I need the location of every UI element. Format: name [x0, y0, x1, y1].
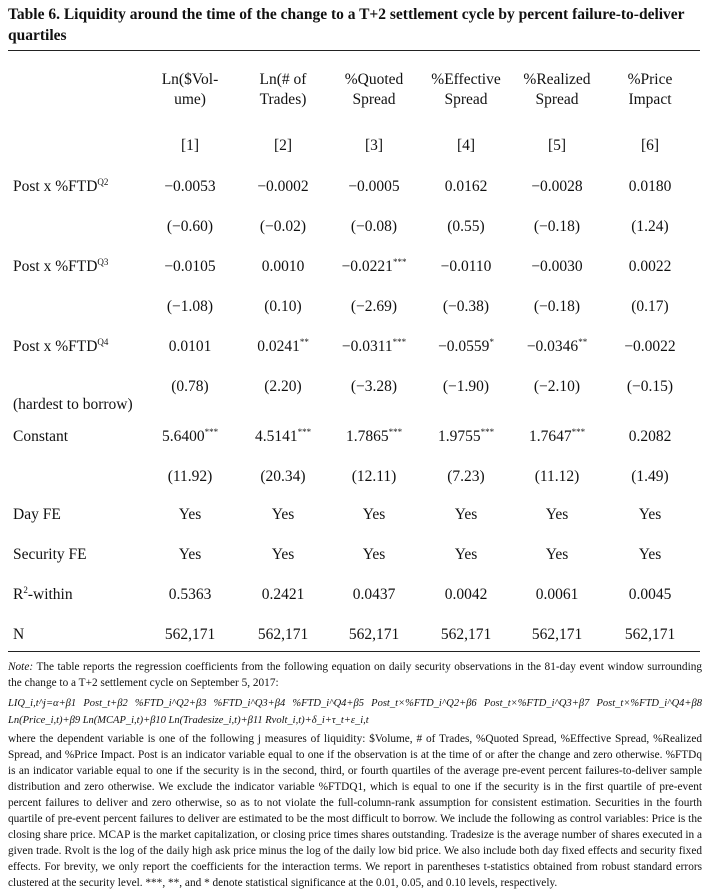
column-header-line1: Ln($Vol- [161, 71, 219, 88]
row-label [13, 428, 68, 446]
cell-value: (11.92) [167, 468, 213, 485]
column-number: [6] [640, 137, 660, 154]
column-header-line2: Impact [628, 91, 672, 108]
row-label-text: Constant [13, 428, 69, 445]
column-header [140, 70, 240, 110]
row-label-superscript: 2 [23, 585, 28, 595]
row-label-text: (hardest to borrow) [13, 396, 133, 413]
cell-value: 0.0180 [628, 178, 672, 195]
cell-value: 562,171 [348, 626, 400, 643]
cell-value: −0.0110 [440, 258, 492, 275]
table-cell [595, 218, 705, 236]
column-header-line2: Spread [535, 91, 579, 108]
cell-value: −0.0559 [438, 338, 490, 355]
cell-value: (−0.60) [166, 218, 214, 235]
row-label [13, 396, 133, 414]
column-header-line1: %Effective [431, 71, 501, 88]
row-label [13, 338, 108, 356]
cell-value: (−1.08) [166, 298, 214, 315]
cell-value: 562,171 [257, 626, 309, 643]
cell-value: Yes [362, 506, 386, 523]
table-cell [595, 586, 705, 604]
cell-value: 0.0101 [168, 338, 212, 355]
cell-value: −0.0346 [526, 338, 579, 355]
row-label [13, 258, 108, 276]
row-label-text: N [13, 626, 25, 643]
cell-value: 0.0042 [444, 586, 488, 603]
table-cell [595, 546, 705, 564]
significance-stars: *** [204, 427, 219, 437]
cell-value: 0.0061 [535, 586, 579, 603]
cell-value: 0.0010 [261, 258, 305, 275]
cell-value: 562,171 [624, 626, 676, 643]
cell-value: (−0.15) [626, 378, 674, 395]
cell-value: Yes [271, 506, 295, 523]
cell-value: (7.23) [447, 468, 485, 485]
column-header-line1: %Price [627, 71, 673, 88]
cell-value: Yes [545, 546, 569, 563]
column-header-line1: Ln(# of [259, 71, 307, 88]
cell-value: (0.17) [631, 298, 669, 315]
cell-value: (−0.18) [533, 218, 581, 235]
row-label-text: Post x %FTD [13, 258, 98, 275]
row-label-superscript: Q3 [97, 257, 109, 267]
cell-value: (0.55) [447, 218, 485, 235]
column-header [233, 70, 333, 110]
cell-value: 4.5141 [254, 428, 298, 445]
table-cell [595, 178, 705, 196]
significance-stars: *** [392, 337, 407, 347]
table-cell [595, 506, 705, 524]
cell-value: (−0.08) [350, 218, 398, 235]
cell-value: 0.0162 [444, 178, 488, 195]
column-header-line2: Spread [352, 91, 396, 108]
row-label-text: Post x %FTD [13, 338, 98, 355]
significance-stars: *** [388, 427, 403, 437]
row-label [13, 178, 108, 196]
cell-value: −0.0005 [348, 178, 400, 195]
column-header-line1: %Realized [523, 71, 591, 88]
row-label-superscript: Q4 [97, 337, 109, 347]
cell-value: 0.0437 [352, 586, 396, 603]
cell-value: Yes [271, 546, 295, 563]
column-header [507, 70, 607, 110]
cell-value: (1.49) [631, 468, 669, 485]
cell-value: 0.0045 [628, 586, 672, 603]
cell-value: 562,171 [164, 626, 216, 643]
cell-value: (0.10) [264, 298, 302, 315]
row-label [13, 506, 61, 524]
cell-value: −0.0028 [531, 178, 583, 195]
row-label-rest: -within [27, 586, 73, 603]
cell-value: (−0.18) [533, 298, 581, 315]
significance-stars: ** [299, 337, 309, 347]
column-header-line2: ume) [174, 91, 206, 108]
cell-value: −0.0221 [341, 258, 393, 275]
cell-value: Yes [638, 506, 662, 523]
cell-value: Yes [178, 506, 202, 523]
significance-stars: ** [578, 337, 588, 347]
row-label-text: R [13, 586, 24, 603]
column-header [416, 70, 516, 110]
cell-value: 562,171 [440, 626, 492, 643]
cell-value: −0.0311 [341, 338, 393, 355]
row-label-text: Security FE [13, 546, 87, 563]
table-cell [595, 378, 705, 396]
cell-value: 5.6400 [161, 428, 205, 445]
note-label: Note: [8, 661, 34, 673]
column-number: [5] [547, 137, 567, 154]
cell-value: −0.0022 [624, 338, 676, 355]
cell-value: (−0.38) [442, 298, 490, 315]
cell-value: (0.78) [171, 378, 209, 395]
top-rule [8, 50, 700, 51]
cell-value: −0.0105 [164, 258, 216, 275]
column-header-line2: Trades) [259, 91, 307, 108]
cell-value: Yes [178, 546, 202, 563]
cell-value: 0.5363 [168, 586, 212, 603]
row-label-superscript: Q2 [97, 177, 109, 187]
cell-value: 0.2421 [261, 586, 305, 603]
cell-value: 1.9755 [437, 428, 481, 445]
cell-value: −0.0053 [164, 178, 216, 195]
column-header [600, 70, 700, 110]
column-header-line2: Spread [444, 91, 488, 108]
cell-value: Yes [454, 546, 478, 563]
cell-value: (12.11) [351, 468, 397, 485]
cell-value: 0.2082 [628, 428, 672, 445]
table-cell [595, 298, 705, 316]
column-number: [4] [456, 137, 476, 154]
table-cell [595, 626, 705, 644]
cell-value: (2.20) [264, 378, 302, 395]
table-cell [595, 468, 705, 486]
cell-value: (11.12) [534, 468, 580, 485]
table-cell [595, 428, 705, 446]
significance-stars: * [489, 337, 494, 347]
column-header [324, 70, 424, 110]
cell-value: Yes [638, 546, 662, 563]
regression-equation: LIQ_i,t^j=α+β1 Post_t+β2 %FTD_i^Q2+β3 %FTD_i^Q3+β4 %FTD_i^Q4+β5 Post_t×%FTD_i^Q2+β6 Post_t×%FTD_i^Q3+β7 Post_t×%FTD_i^Q4+β8 Ln(Price_i,t)+β9 Ln(MCAP_i,t)+β10 Ln(Tradesize_i,t)+β11 Rvolt_i,t)+δ_i+τ_t+ε_i,t [8, 698, 702, 726]
column-number: [2] [273, 137, 293, 154]
significance-stars: *** [392, 257, 407, 267]
table-title: Table 6. Liquidity around the time of the change to a T+2 settlement cycle by percent failure-to-deliver quartiles [8, 6, 685, 44]
cell-value: (−0.02) [259, 218, 307, 235]
note-intro: The table reports the regression coefficients from the following equation on daily security observations in the 81-day event window surrounding the change to a T+2 settlement cycle on September 5, 2017: [8, 661, 702, 689]
row-label [13, 586, 73, 604]
significance-stars: *** [297, 427, 312, 437]
table-note [8, 659, 702, 891]
row-label-text: Post x %FTD [13, 178, 98, 195]
column-number: [3] [364, 137, 384, 154]
cell-value: (−2.69) [350, 298, 398, 315]
bottom-rule [8, 651, 700, 652]
cell-value: (−3.28) [350, 378, 398, 395]
cell-value: 0.0241 [257, 338, 300, 355]
cell-value: (−1.90) [442, 378, 490, 395]
row-label-text: Day FE [13, 506, 61, 523]
cell-value: 0.0022 [628, 258, 672, 275]
column-header-line1: %Quoted [344, 71, 404, 88]
cell-value: (20.34) [260, 468, 306, 485]
cell-value: 1.7647 [528, 428, 572, 445]
cell-value: 1.7865 [345, 428, 389, 445]
row-label [13, 546, 87, 564]
row-label [13, 626, 24, 644]
significance-stars: *** [480, 427, 495, 437]
cell-value: Yes [454, 506, 478, 523]
table-cell [595, 258, 705, 276]
cell-value: Yes [545, 506, 569, 523]
column-number: [1] [180, 137, 200, 154]
significance-stars: *** [571, 427, 586, 437]
cell-value: −0.0030 [531, 258, 583, 275]
cell-value: (−2.10) [533, 378, 581, 395]
cell-value: 562,171 [531, 626, 583, 643]
cell-value: Yes [362, 546, 386, 563]
cell-value: −0.0002 [257, 178, 309, 195]
cell-value: (1.24) [631, 218, 669, 235]
note-body: where the dependent variable is one of the following j measures of liquidity: $Volume, # of Trades, %Quoted Spread, %Effective Spread, %Realized Spread, and %Price Impact. Post is an indicator variable equal to one if the observation is at the time of or after the change and zero otherwise. %FTDq is an indicator variable equal to one if the security is in the second, third, or fourth quartiles of the average pre-event percent failures-to-deliver sample distribution and zero otherwise. We exclude the indicator variable %FTDQ1, which is equal to one if the security is in the first quartile of pre-event percent failures to deliver and zero otherwise, so as to not violate the full-column-rank assumption for consistent estimation. Securities in the fourth quartile of pre-event percent failures to deliver are estimated to be the most difficult to borrow. We include the following as control variables: Price is the closing share price. MCAP is the market capitalization, or closing price times shares outstanding. Tradesize is the average number of shares executed in a given trade. Rvolt is the log of the daily high ask price minus the log of the daily low bid price. We also include both day fixed effects and security fixed effects. For brevity, we only report the coefficients for the interaction terms. We report in parentheses t-statistics obtained from robust standard errors clustered at the security level. ***, **, and * denote statistical significance at the 0.01, 0.05, and 0.10 levels, respectively. [8, 733, 702, 889]
table-cell [595, 338, 705, 356]
